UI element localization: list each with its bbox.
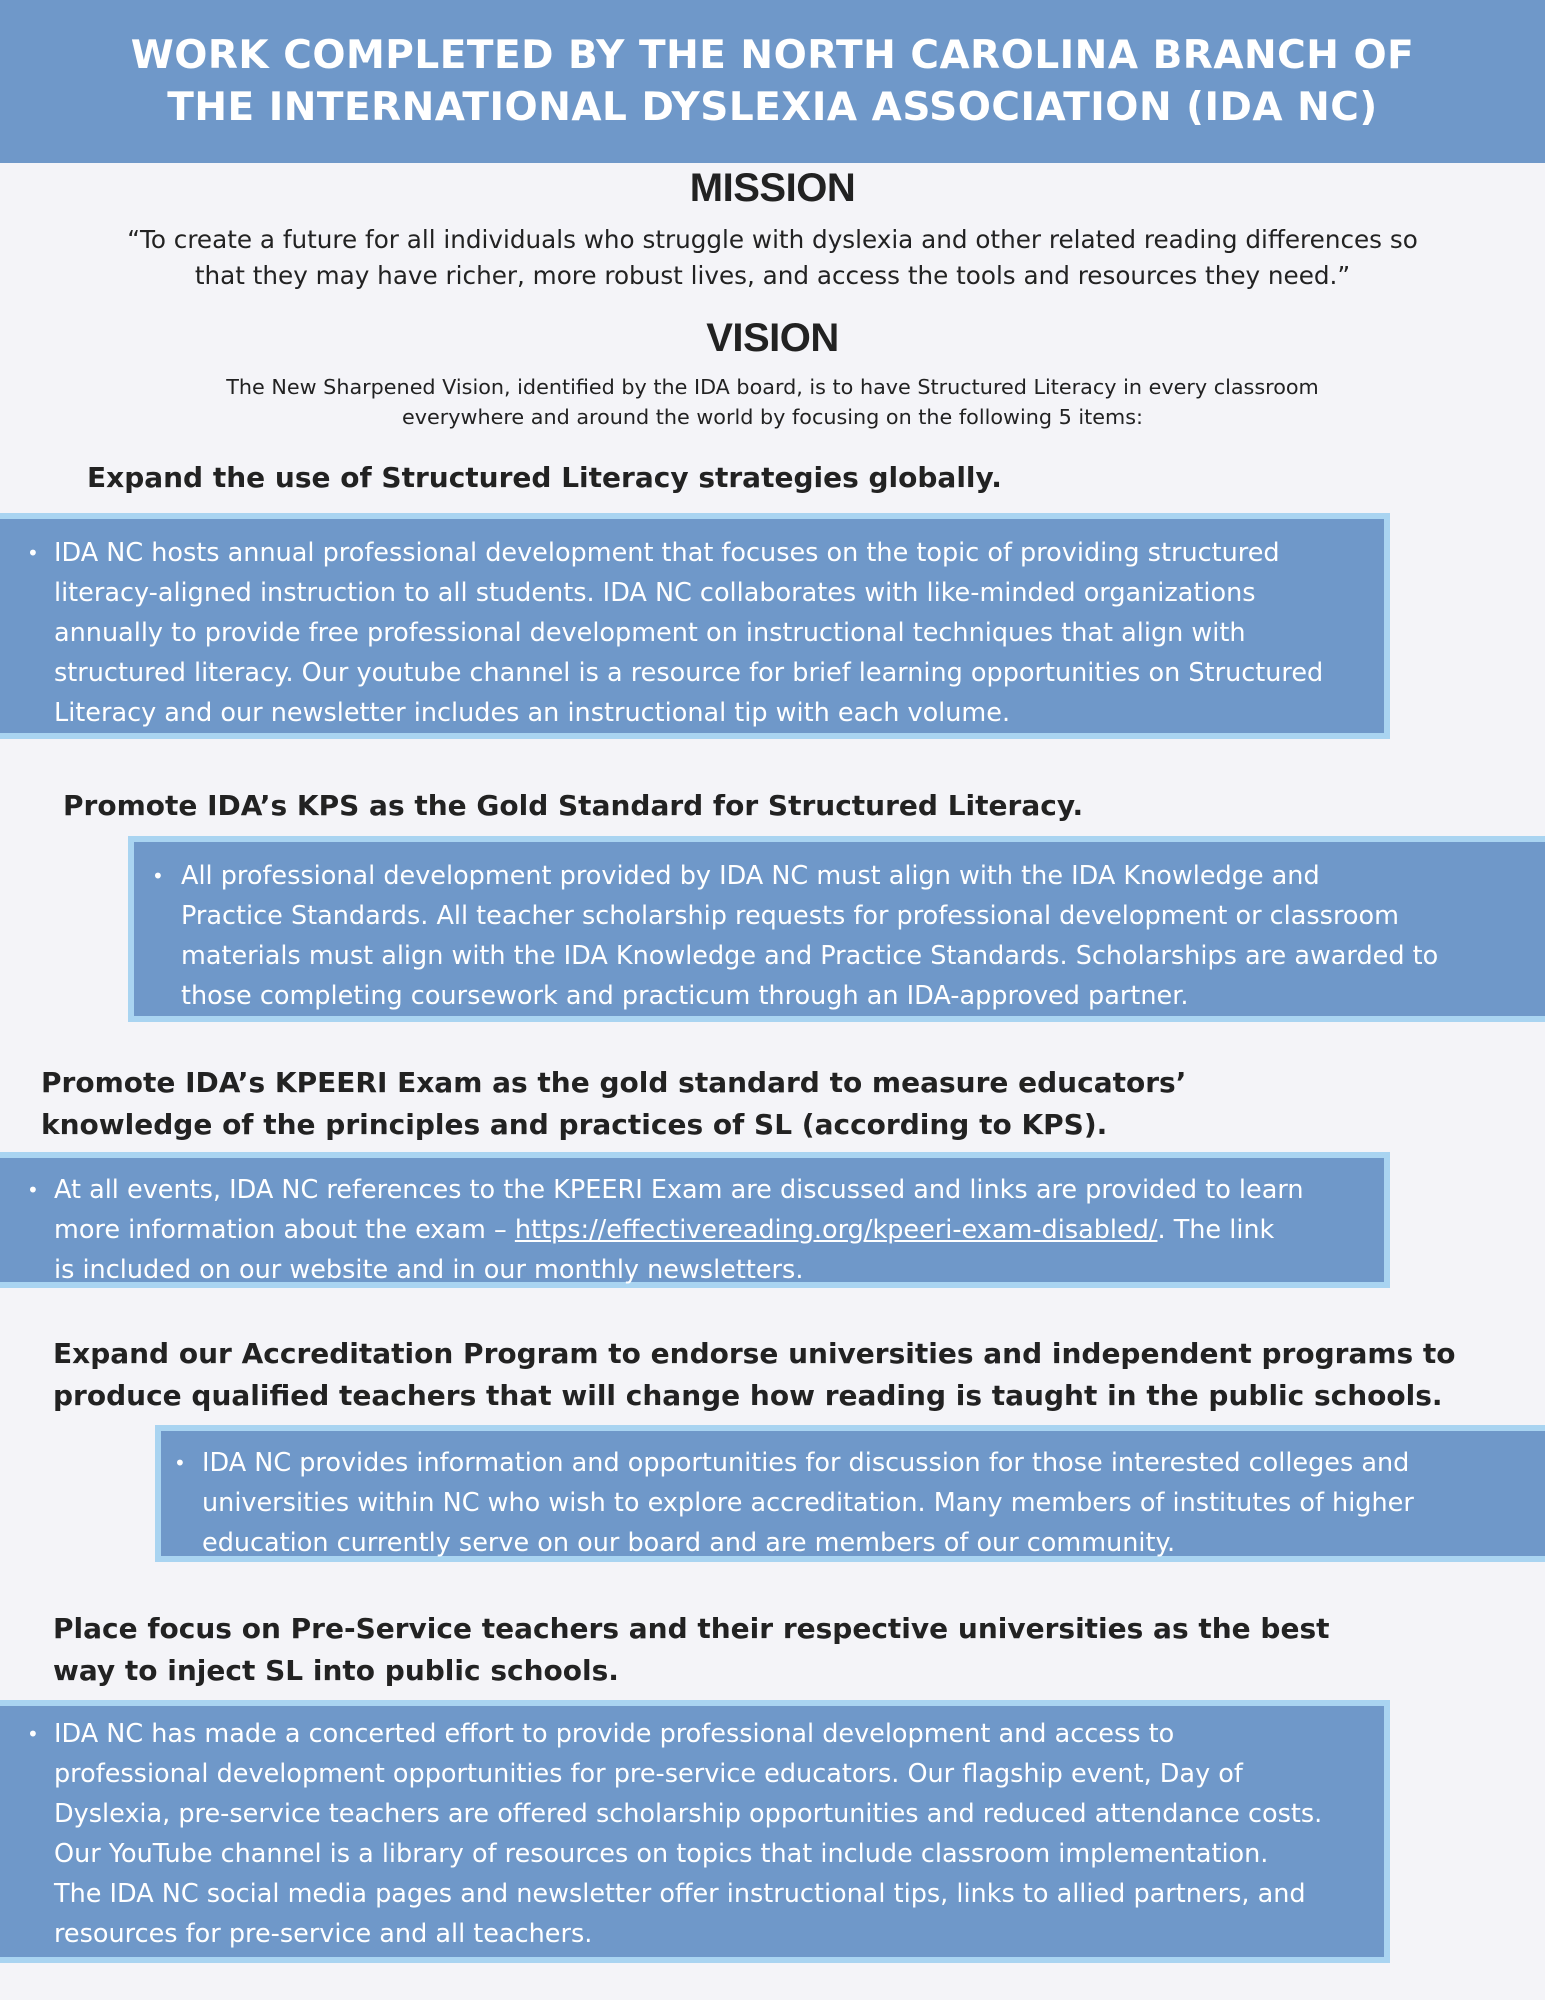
focus-item-heading: way to inject SL into public schools. [53, 1654, 619, 1687]
box-text-line: structured literacy. Our youtube channel is a resource for brief learning opportunities on Structured [54, 658, 1324, 688]
focus-item-heading: Promote IDA’s KPEERI Exam as the gold standard to measure educators’ [41, 1066, 1187, 1099]
box-text-line: IDA NC provides information and opportunities for discussion for those interested colleges and [202, 1448, 1410, 1478]
focus-item-box [128, 836, 1545, 1022]
box-text-line: IDA NC has made a concerted effort to provide professional development and access to [54, 1719, 1175, 1749]
bullet-icon: • [27, 1722, 39, 1746]
box-text-line: materials must align with the IDA Knowledge and Practice Standards. Scholarships are awarded to [181, 941, 1439, 971]
bullet-icon: • [174, 1451, 186, 1475]
box-text-line: universities within NC who wish to explore accreditation. Many members of institutes of higher [202, 1488, 1414, 1518]
box-text-line: is included on our website and in our monthly newsletters. [54, 1255, 804, 1285]
box-text-line: annually to provide free professional development on instructional techniques that align with [54, 618, 1246, 648]
mission-statement-line: that they may have richer, more robust lives, and access the tools and resources they need.” [194, 261, 1351, 290]
box-text-line: literacy-aligned instruction to all students. IDA NC collaborates with like-minded organizations [54, 578, 1256, 608]
vision-statement-line: everywhere and around the world by focusing on the following 5 items: [402, 405, 1143, 429]
page-title-line-2: THE INTERNATIONAL DYSLEXIA ASSOCIATION (IDA NC) [167, 84, 1378, 130]
focus-item-box [0, 513, 1390, 739]
focus-item-heading: Expand our Accreditation Program to endorse universities and independent programs to [53, 1337, 1456, 1370]
box-text-line: Our YouTube channel is a library of resources on topics that include classroom implementation. [54, 1839, 1269, 1869]
page-title-line-1: WORK COMPLETED BY THE NORTH CAROLINA BRANCH OF [130, 32, 1415, 78]
box-text-line: professional development opportunities for pre-service educators. Our flagship event, Day of [54, 1759, 1243, 1789]
focus-item-heading: knowledge of the principles and practices of SL (according to KPS). [41, 1108, 1108, 1141]
focus-item-heading: Promote IDA’s KPS as the Gold Standard for Structured Literacy. [63, 789, 1084, 822]
focus-item-heading: Expand the use of Structured Literacy strategies globally. [87, 461, 1002, 494]
box-text-line: All professional development provided by IDA NC must align with the IDA Knowledge and [181, 861, 1320, 891]
box-text-line: those completing coursework and practicum through an IDA-approved partner. [181, 981, 1189, 1011]
bullet-icon: • [27, 1178, 39, 1202]
kpeeri-exam-link[interactable]: https://effectivereading.org/kpeeri-exam-disabled/ [514, 1215, 1158, 1245]
box-text-line: Literacy and our newsletter includes an instructional tip with each volume. [54, 698, 1011, 728]
box-text-segment: more information about the exam – [54, 1215, 515, 1245]
box-text-line: Practice Standards. All teacher scholarship requests for professional development or classroom [181, 901, 1399, 931]
bullet-icon: • [27, 541, 39, 565]
vision-statement-line: The New Sharpened Vision, identified by the IDA board, is to have Structured Literacy in every classroom [226, 375, 1319, 399]
focus-item-box [0, 1152, 1390, 1288]
header-banner [0, 0, 1545, 163]
box-text-line: At all events, IDA NC references to the KPEERI Exam are discussed and links are provided to learn [54, 1175, 1304, 1205]
vision-heading: VISION [706, 316, 839, 360]
focus-item-box [155, 1425, 1545, 1562]
box-text-segment: . The link [1157, 1215, 1275, 1245]
focus-item-box [0, 1700, 1390, 1963]
focus-item-heading: Place focus on Pre-Service teachers and their respective universities as the best [53, 1612, 1330, 1645]
focus-item-heading: produce qualified teachers that will change how reading is taught in the public schools. [53, 1379, 1443, 1412]
box-text-line: IDA NC hosts annual professional development that focuses on the topic of providing structured [54, 538, 1280, 568]
box-text-line [54, 1210, 1274, 1250]
mission-statement-line: “To create a future for all individuals who struggle with dyslexia and other related reading differences so [127, 225, 1418, 254]
box-text-line: The IDA NC social media pages and newsletter offer instructional tips, links to allied partners, and [54, 1879, 1306, 1909]
box-text-line: Dyslexia, pre-service teachers are offered scholarship opportunities and reduced attendance costs. [54, 1799, 1323, 1829]
mission-heading: MISSION [689, 166, 856, 210]
bullet-icon: • [152, 864, 164, 888]
box-text-line: education currently serve on our board and are members of our community. [202, 1528, 1176, 1558]
box-text-line: resources for pre-service and all teachers. [54, 1919, 593, 1949]
